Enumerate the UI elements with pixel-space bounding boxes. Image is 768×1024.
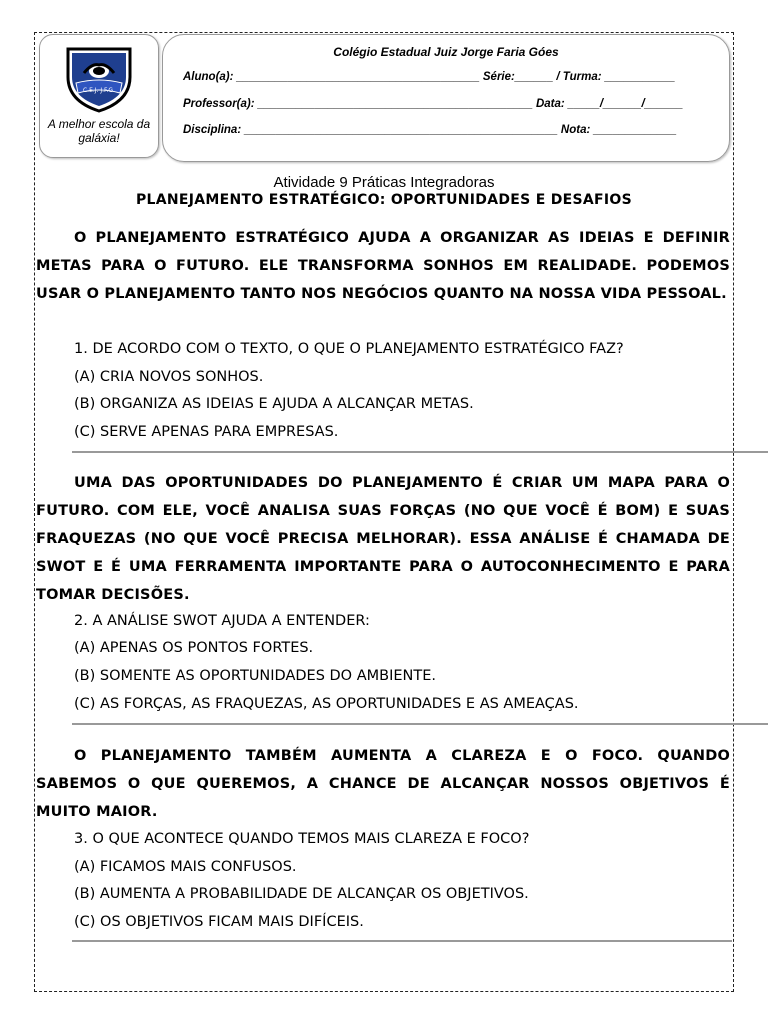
header-box (162, 34, 730, 162)
logo-text: C.E.J. J.F.G. (82, 87, 116, 94)
divider-3 (72, 940, 732, 942)
question-3-option-c[interactable]: (C) OS OBJETIVOS FICAM MAIS DIFÍCEIS. (74, 914, 364, 930)
main-title: PLANEJAMENTO ESTRATÉGICO: OPORTUNIDADES E DESAFIOS (135, 192, 633, 208)
question-2: 2. A ANÁLISE SWOT AJUDA A ENTENDER: (74, 613, 370, 629)
question-3-option-b[interactable]: (B) AUMENTA A PROBABILIDADE DE ALCANÇAR OS OBJETIVOS. (74, 886, 529, 902)
section-1-paragraph: O PLANEJAMENTO ESTRATÉGICO AJUDA A ORGANIZAR AS IDEIAS E DEFINIR METAS PARA O FUTURO. ELE TRANSFORMA SONHOS EM REALIDADE. PODEMOS USAR O PLANEJAMENTO TANTO NOS NEGÓCIOS QUANTO NA NOSSA VIDA PESSOAL. (36, 230, 730, 302)
divider-2 (72, 723, 768, 725)
section-3-paragraph: O PLANEJAMENTO TAMBÉM AUMENTA A CLAREZA E O FOCO. QUANDO SABEMOS O QUE QUEREMOS, A CHANCE DE ALCANÇAR NOSSOS OBJETIVOS É MUITO MAIOR. (36, 748, 730, 820)
question-2-option-a[interactable]: (A) APENAS OS PONTOS FORTES. (74, 640, 314, 656)
question-3-option-a[interactable]: (A) FICAMOS MAIS CONFUSOS. (74, 859, 297, 875)
subject-line[interactable]: Disciplina: _________________________________________________ Nota: _____________ (183, 124, 677, 136)
question-1-option-a[interactable]: (A) CRIA NOVOS SONHOS. (74, 369, 264, 385)
school-name: Colégio Estadual Juiz Jorge Faria Góes (333, 45, 559, 59)
section-2-paragraph: UMA DAS OPORTUNIDADES DO PLANEJAMENTO É CRIAR UM MAPA PARA O FUTURO. COM ELE, VOCÊ ANALISA SUAS FORÇAS (NO QUE VOCÊ É BOM) E SUAS FRAQUEZAS (NO QUE VOCÊ PRECISA MELHORAR). ESSA ANÁLISE É CHAMADA DE SWOT E É UMA FERRAMENTA IMPORTANTE PARA O AUTOCONHECIMENTO E PARA TOMAR DECISÕES. (36, 475, 730, 603)
school-motto: A melhor escola da galáxia! (47, 117, 151, 145)
teacher-line[interactable]: Professor(a): ___________________________________________ Data: _____/______/______ (183, 98, 684, 110)
student-line[interactable]: Aluno(a): ______________________________________ Série:______ / Turma: ___________ (183, 71, 676, 83)
question-1: 1. DE ACORDO COM O TEXTO, O QUE O PLANEJAMENTO ESTRATÉGICO FAZ? (74, 341, 624, 357)
divider-1 (72, 451, 768, 453)
school-logo-icon (62, 43, 136, 113)
question-1-option-b[interactable]: (B) ORGANIZA AS IDEIAS E AJUDA A ALCANÇAR METAS. (74, 396, 474, 412)
logo-box (39, 34, 159, 158)
question-3: 3. O QUE ACONTECE QUANDO TEMOS MAIS CLAREZA E FOCO? (74, 831, 530, 847)
question-2-option-b[interactable]: (B) SOMENTE AS OPORTUNIDADES DO AMBIENTE. (74, 668, 436, 684)
question-2-option-c[interactable]: (C) AS FORÇAS, AS FRAQUEZAS, AS OPORTUNIDADES E AS AMEAÇAS. (74, 696, 579, 712)
activity-title: Atividade 9 Práticas Integradoras (273, 174, 495, 191)
question-1-option-c[interactable]: (C) SERVE APENAS PARA EMPRESAS. (74, 424, 339, 440)
